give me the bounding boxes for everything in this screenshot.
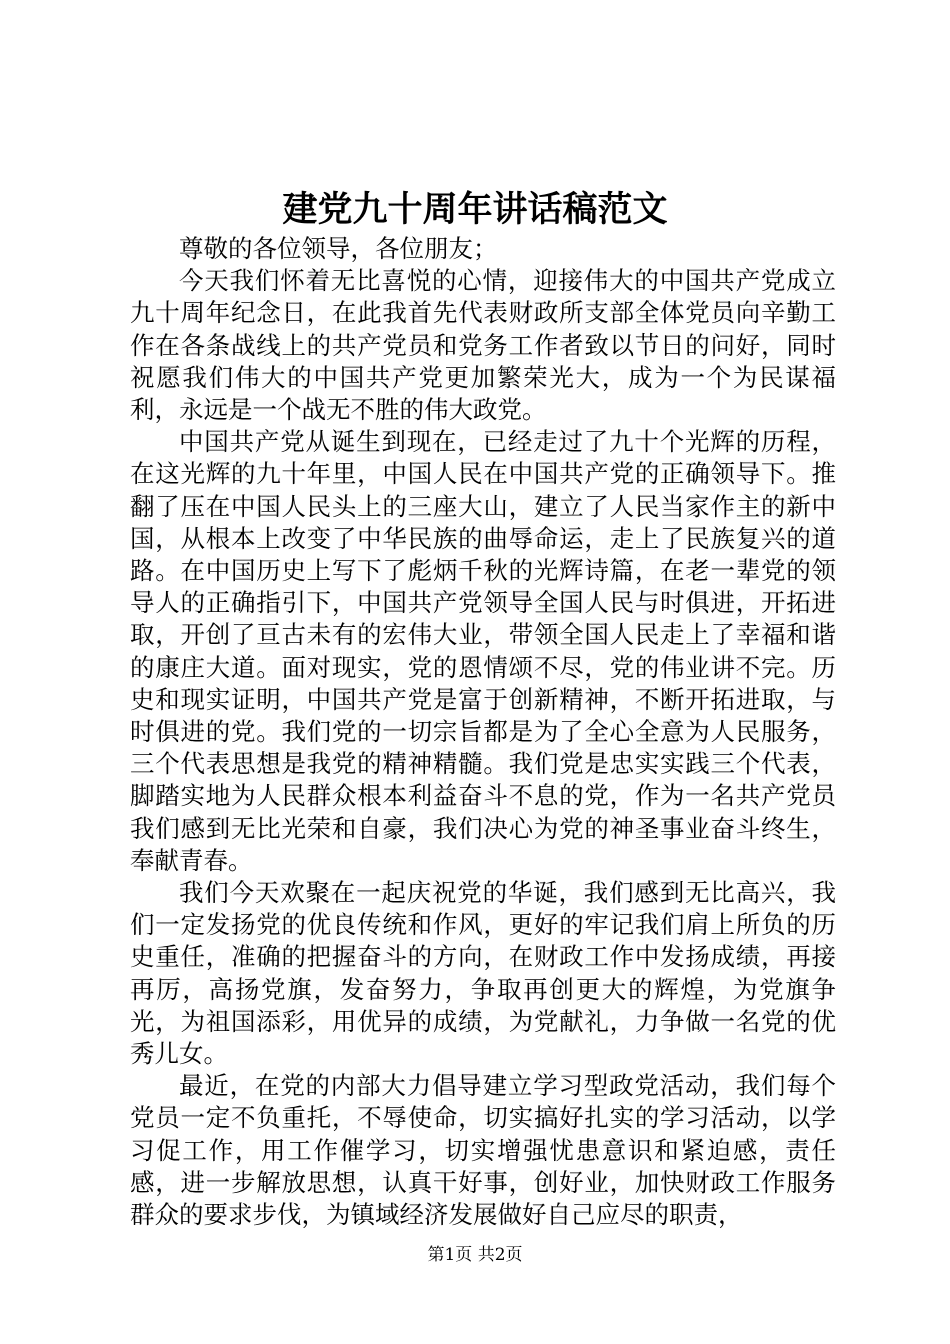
page-number-footer: 第1页 共2页 [427,1245,523,1265]
body-paragraph: 最近，在党的内部大力倡导建立学习型政党活动，我们每个党员一定不负重托，不辱使命，切实搞好扎实的学习活动，以学习促工作，用工作催学习，切实增强忧患意识和紧迫感，责任感，进一步解放思想，认真干好事，创好业，加快财政工作服务群众的要求步伐，为镇域经济发展做好自己应尽的职责， [130,1071,836,1230]
body-paragraph: 我们今天欢聚在一起庆祝党的华诞，我们感到无比高兴，我们一定发扬党的优良传统和作风，更好的牢记我们肩上所负的历史重任，准确的把握奋斗的方向，在财政工作中发扬成绩，再接再厉，高扬党旗，发奋努力，争取再创更大的辉煌，为党旗争光，为祖国添彩，用优异的成绩，为党献礼，力争做一名党的优秀儿女。 [130,878,836,1069]
body-paragraph: 中国共产党从诞生到现在，已经走过了九十个光辉的历程，在这光辉的九十年里，中国人民在中国共产党的正确领导下。推翻了压在中国人民头上的三座大山，建立了人民当家作主的新中国，从根本上改变了中华民族的曲辱命运，走上了民族复兴的道路。在中国历史上写下了彪炳千秋的光辉诗篇，在老一辈党的领导人的正确指引下，中国共产党领导全国人民与时俱进，开拓进取，开创了亘古未有的宏伟大业，带领全国人民走上了幸福和谐的康庄大道。面对现实，党的恩情颂不尽，党的伟业讲不完。历史和现实证明，中国共产党是富于创新精神，不断开拓进取，与时俱进的党。我们党的一切宗旨都是为了全心全意为人民服务，三个代表思想是我党的精神精髓。我们党是忠实实践三个代表，脚踏实地为人民群众根本利益奋斗不息的党，作为一名共产党员我们感到无比光荣和自豪，我们决心为党的神圣事业奋斗终生，奉献青春。 [130,427,836,875]
body-paragraph: 今天我们怀着无比喜悦的心情，迎接伟大的中国共产党成立九十周年纪念日，在此我首先代表财政所支部全体党员向辛勤工作在各条战线上的共产党员和党务工作者致以节日的问好，同时祝愿我们伟大的中国共产党更加繁荣光大，成为一个为民谋福利，永远是一个战无不胜的伟大政党。 [130,266,836,425]
salutation-paragraph: 尊敬的各位领导，各位朋友； [179,234,498,263]
document-title: 建党九十周年讲话稿范文 [282,189,668,230]
document-body [130,233,836,1231]
